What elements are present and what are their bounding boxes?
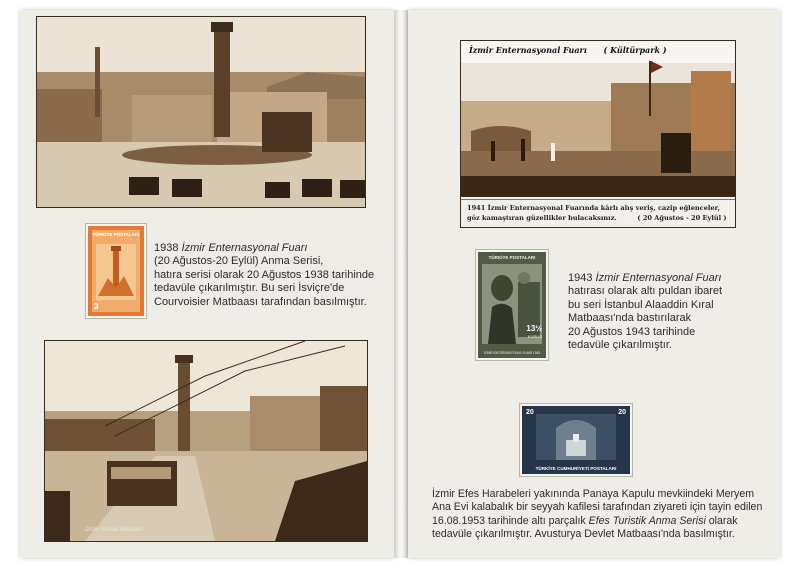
caption-1943-fair-name: İzmir Enternasyonal Fuarı (595, 272, 722, 284)
stamp-1943-bottom: İZMİR ENTERNASYONAL FUARI 1943 (483, 351, 541, 355)
caption-1943-line5: 20 Ağustos 1943 tarihinde (568, 325, 696, 338)
stamp-1943-country: TÜRKİYE POSTALARI (488, 255, 536, 260)
stamp-1943-unit: KURUŞ (527, 334, 542, 339)
photo-1941-fair (460, 40, 736, 228)
stamp-1943-izmir-fair (478, 252, 546, 358)
photo-1941-title-right: ( Kültürpark ) (603, 45, 667, 55)
stamp-1943-value: 13½ (526, 324, 542, 333)
caption-1943-year: 1943 (568, 272, 593, 284)
caption-1953-line4: tedavüle çıkarılmıştır. Avusturya Devlet Matbaası'nda basılmıştır. (432, 528, 735, 541)
caption-1938-year: 1938 (154, 242, 179, 254)
caption-1938 (154, 242, 379, 309)
caption-1953-line3-pre: 16.08.1953 tarihinde altı parçalık (432, 514, 589, 527)
stamp-1938-value: 3 (94, 302, 99, 311)
caption-1953-line2: Ana Evi kalabalık bir seyyah kafilesi tarafından ziyareti için tayin edilen (432, 501, 763, 514)
photo-konak-square (36, 16, 366, 208)
caption-1938-fair-name: İzmir Enternasyonal Fuarı (181, 242, 308, 254)
book-gutter (394, 10, 408, 558)
stamp-1938-izmir-fair (88, 226, 144, 316)
stamp-1953-value-left: 20 (526, 409, 534, 416)
photo-konak-tram (44, 340, 368, 542)
caption-1943-line2: hatırası olarak altı puldan ibaret (568, 285, 723, 298)
caption-1938-line2: (20 Ağustos-20 Eylül) Anma Serisi, (154, 255, 324, 268)
caption-1938-line3: hatıra serisi olarak 20 Ağustos 1938 tarihinde (154, 268, 375, 281)
photo-1941-caption-line1: 1941 İzmir Enternasyonal Fuarında kârlı alış veriş, cazip eğlenceler, (467, 204, 720, 212)
caption-1953-series-name: Efes Turistik Anma Serisi (588, 514, 706, 527)
caption-1943 (568, 272, 768, 352)
photo-watermark: İzmir, Konak Meydanı (85, 527, 143, 533)
stamp-1953-bottom: TÜRKİYE CUMHURİYETİ POSTALARI (535, 466, 617, 471)
stamp-1953-efes (522, 406, 630, 474)
photo-1941-caption-line2: göz kamaştıran güzellikler bulacaksınız. (467, 214, 617, 222)
caption-1943-line3: bu seri İstanbul Alaaddin Kıral (568, 298, 714, 311)
photo-1941-caption-date: ( 20 Ağustos - 20 Eylül ) (637, 214, 727, 222)
caption-1938-line4: tedavüle çıkarılmıştır. Bu seri İsviçre'de (154, 282, 345, 295)
caption-1953-line1: İzmir Efes Harabeleri yakınında Panaya Kapulu mevkiindeki Meryem (432, 488, 755, 500)
caption-1953 (432, 488, 772, 542)
caption-1953-line3-post: olarak (705, 514, 738, 527)
photo-1941-caption (461, 199, 735, 227)
stamp-1938-country: TÜRKİYE POSTALARI (92, 232, 140, 237)
photo-1941-title-left: İzmir Enternasyonal Fuarı (469, 45, 587, 55)
caption-1943-line6: tedavüle çıkarılmıştır. (568, 339, 672, 352)
caption-1943-line4: Matbaası'nda bastırılarak (568, 312, 692, 325)
caption-1938-line5: Courvoisier Matbaası tarafından basılmıştır. (154, 295, 367, 308)
stamp-1953-value-right: 20 (618, 409, 626, 416)
